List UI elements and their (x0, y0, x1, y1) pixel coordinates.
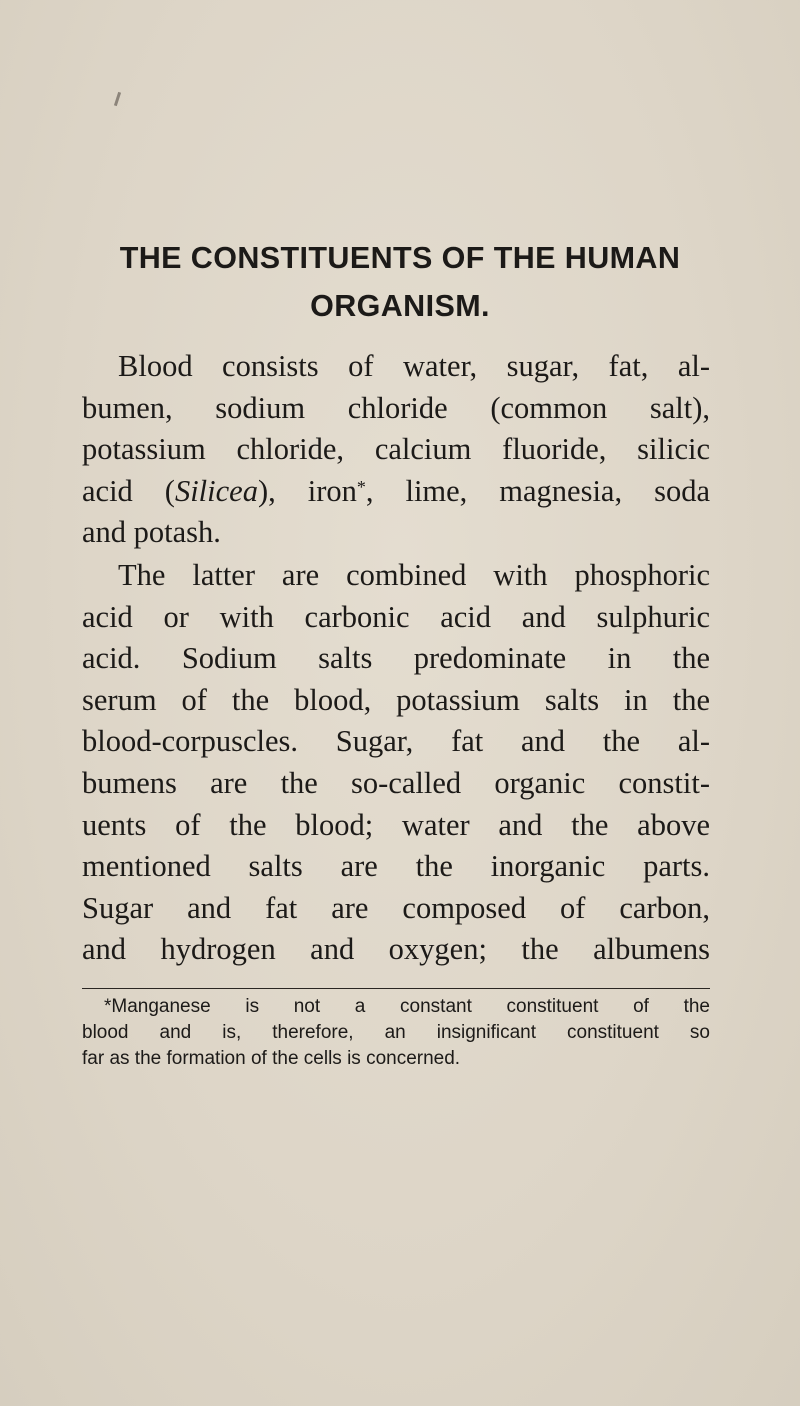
body-line-4-part-c: , lime, magnesia, soda (365, 474, 710, 508)
body-line-4-part-b: ), iron (257, 474, 357, 508)
body-line-5: and potash. (82, 515, 221, 549)
body-line-14: Sugar and fat are composed of carbon, (82, 891, 710, 925)
footnote-line-2: blood and is, therefore, an insignificant constituent so (82, 1022, 710, 1043)
body-line-4-part-a: acid ( (82, 474, 175, 508)
body-line-10: blood-corpuscles. Sugar, fat and the al- (82, 724, 710, 758)
silicea-italic: Silicea (174, 474, 258, 508)
footnote-reference-mark: * (356, 477, 366, 497)
chapter-title-line-1: THE CONSTITUENTS OF THE HUMAN (119, 241, 681, 275)
chapter-title-line-2: ORGANISM. (310, 289, 490, 323)
body-line-4 (82, 471, 710, 511)
body-line-1: Blood consists of water, sugar, fat, al- (118, 349, 710, 383)
body-line-13: mentioned salts are the inorganic parts. (82, 849, 710, 883)
footnote-line-3: far as the formation of the cells is concerned. (82, 1048, 461, 1069)
body-line-15: and hydrogen and oxygen; the albumens (82, 932, 710, 966)
body-line-9: serum of the blood, potassium salts in the (82, 683, 710, 717)
footnote-line-1: *Manganese is not a constant constituent of the (104, 996, 710, 1017)
footnote-divider (82, 988, 710, 989)
stray-ink-mark (114, 92, 121, 106)
body-line-2: bumen, sodium chloride (common salt), (82, 391, 710, 425)
body-line-7: acid or with carbonic acid and sulphuric (82, 600, 710, 634)
body-line-12: uents of the blood; water and the above (82, 808, 710, 842)
body-line-8: acid. Sodium salts predominate in the (82, 641, 710, 675)
body-line-11: bumens are the so-called organic constit- (82, 766, 710, 800)
body-line-3: potassium chloride, calcium fluoride, silicic (82, 432, 710, 466)
body-line-6: The latter are combined with phosphoric (118, 558, 710, 592)
